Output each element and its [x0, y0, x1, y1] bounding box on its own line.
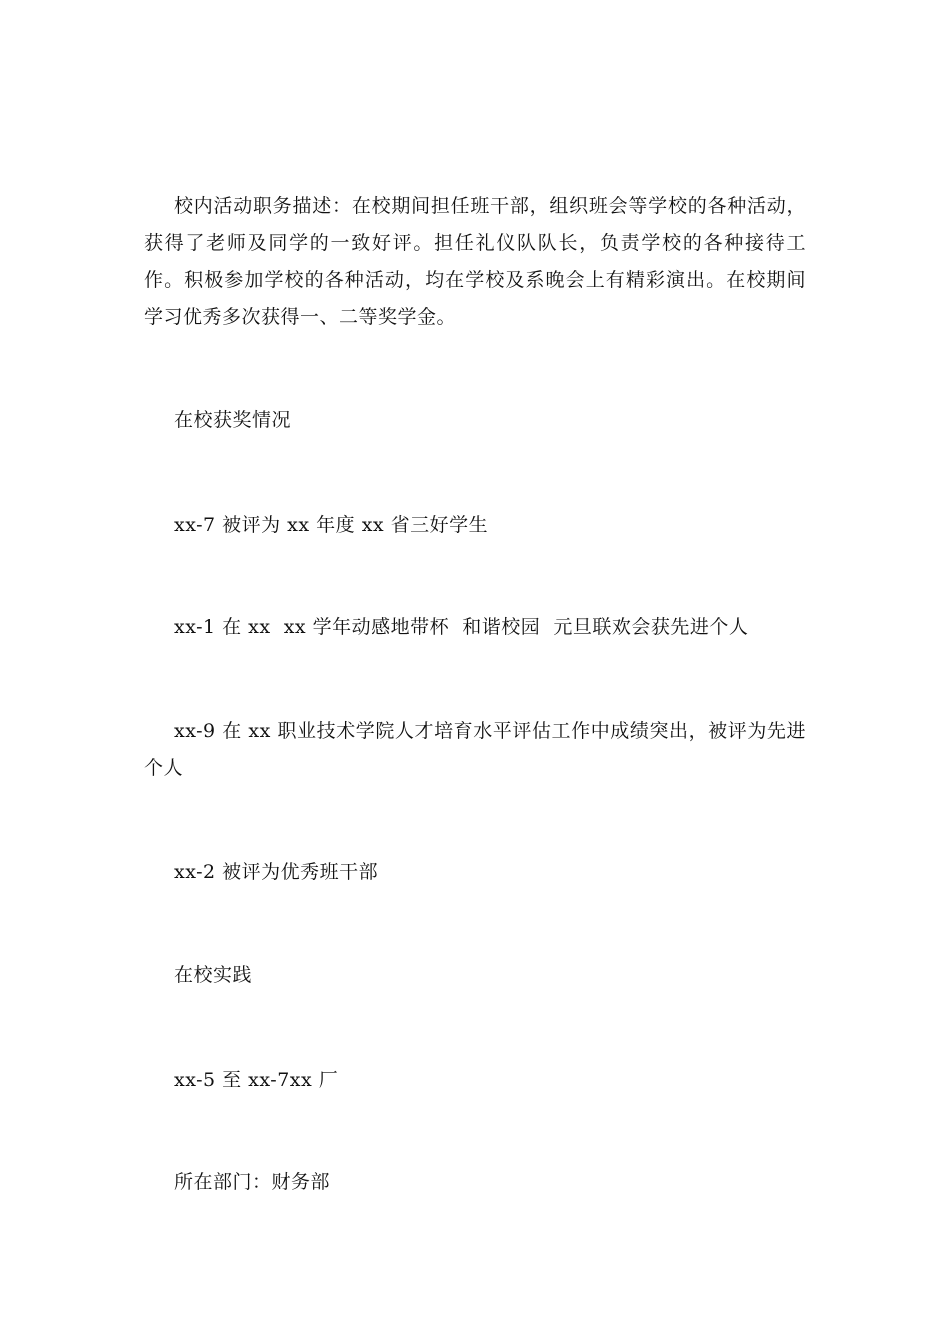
award-item: xx-7 被评为 xx 年度 xx 省三好学生 — [174, 514, 489, 536]
award-item: xx-9 在 xx 职业技术学院人才培育水平评估工作中成绩突出，被评为先进个人 — [144, 720, 806, 779]
practice-period: xx-5 至 xx-7xx 厂 — [174, 1069, 339, 1091]
intro-paragraph: 校内活动职务描述：在校期间担任班干部，组织班会等学校的各种活动，获得了老师及同学的一致好评。担任礼仪队队长，负责学校的各种接待工作。积极参加学校的各种活动，均在学校及系晚会上有精彩演出。在校期间学习优秀多次获得一、二等奖学金。 — [144, 195, 806, 328]
practice-department: 所在部门：财务部 — [174, 1171, 331, 1193]
award-item: xx-1 在 xx xx 学年动感地带杯 和谐校园 元旦联欢会获先进个人 — [174, 616, 749, 638]
award-item: xx-2 被评为优秀班干部 — [174, 861, 379, 883]
practice-heading: 在校实践 — [174, 964, 253, 986]
awards-heading: 在校获奖情况 — [174, 409, 292, 431]
